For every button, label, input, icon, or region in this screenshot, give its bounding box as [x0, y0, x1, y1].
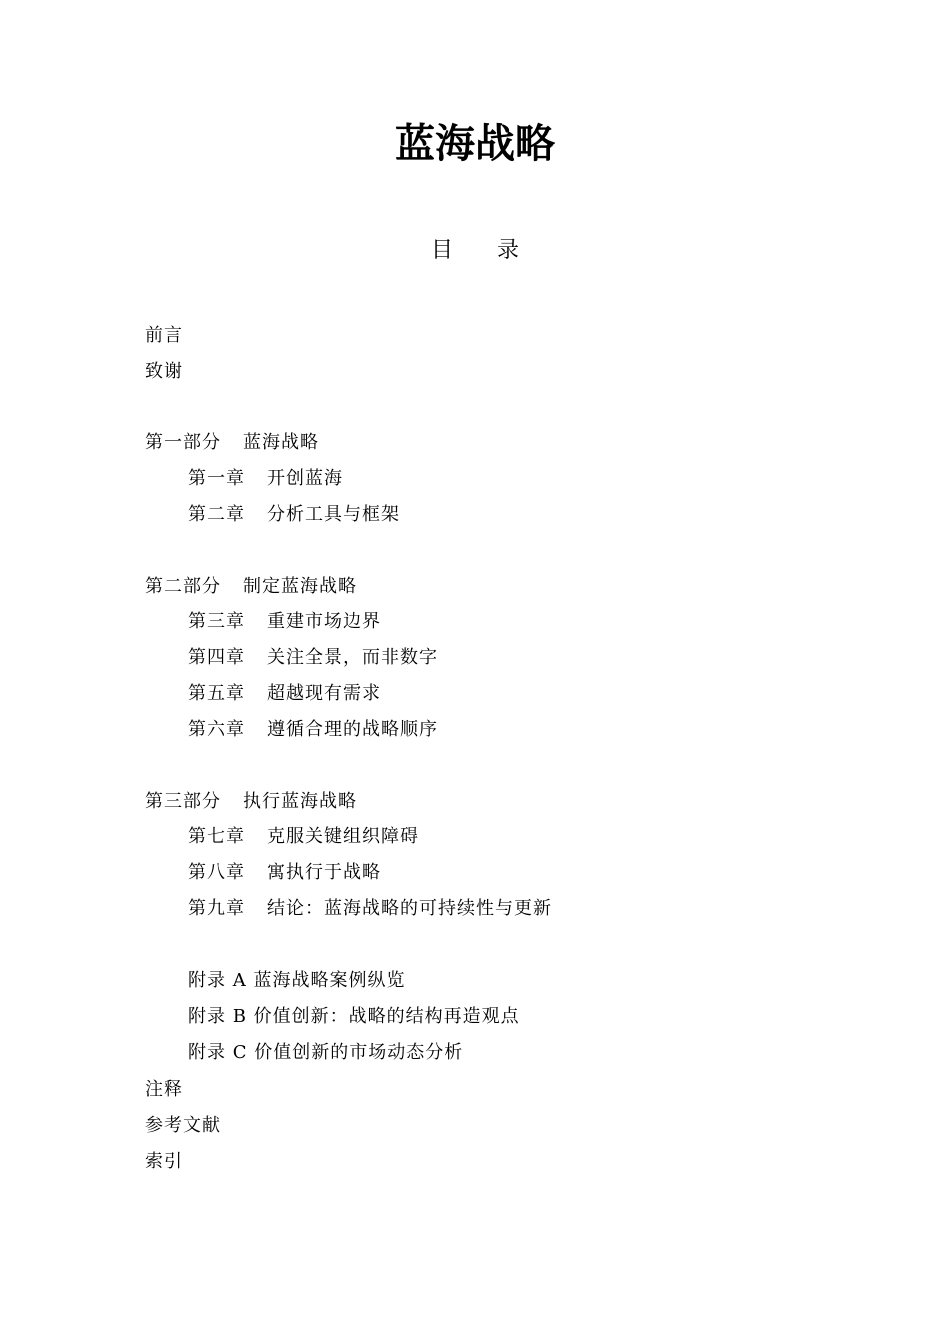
- toc-chapter-3[interactable]: [188, 609, 381, 635]
- chapter-label: 第八章: [188, 862, 245, 883]
- chapter-label: 第九章: [188, 898, 245, 919]
- chapter-title: 开创蓝海: [267, 468, 343, 489]
- chapter-title: 克服关键组织障碍: [267, 826, 419, 847]
- chapter-label: 第六章: [188, 719, 245, 740]
- part-title: 执行蓝海战略: [243, 791, 357, 812]
- chapter-label: 第一章: [188, 468, 245, 489]
- chapter-title: 结论：蓝海战略的可持续性与更新: [267, 898, 552, 919]
- toc-entry-references[interactable]: 参考文献: [145, 1115, 221, 1136]
- part-title: 制定蓝海战略: [243, 576, 357, 597]
- toc-chapter-8[interactable]: [188, 860, 381, 886]
- toc-appendix-a[interactable]: 附录 A 蓝海战略案例纵览: [188, 970, 406, 991]
- toc-part-3[interactable]: [145, 789, 357, 815]
- chapter-label: 第五章: [188, 683, 245, 704]
- toc-appendix-b[interactable]: 附录 B 价值创新：战略的结构再造观点: [188, 1006, 520, 1027]
- chapter-label: 第二章: [188, 504, 245, 525]
- part-label: 第一部分: [145, 432, 221, 453]
- toc-chapter-5[interactable]: [188, 681, 381, 707]
- chapter-label: 第四章: [188, 647, 245, 668]
- toc-chapter-2[interactable]: [188, 502, 400, 528]
- chapter-title: 重建市场边界: [267, 611, 381, 632]
- toc-chapter-9[interactable]: [188, 896, 552, 922]
- toc-heading: 目录: [430, 238, 563, 263]
- toc-chapter-6[interactable]: [188, 717, 438, 743]
- chapter-title: 寓执行于战略: [267, 862, 381, 883]
- chapter-label: 第三章: [188, 611, 245, 632]
- toc-chapter-7[interactable]: [188, 824, 419, 850]
- toc-entry-preface[interactable]: 前言: [145, 325, 183, 346]
- toc-part-1[interactable]: [145, 430, 319, 456]
- chapter-title: 分析工具与框架: [267, 504, 400, 525]
- chapter-title: 超越现有需求: [267, 683, 381, 704]
- toc-part-2[interactable]: [145, 574, 357, 600]
- chapter-title: 遵循合理的战略顺序: [267, 719, 438, 740]
- chapter-label: 第七章: [188, 826, 245, 847]
- book-title: 蓝海战略: [395, 121, 555, 167]
- toc-entry-index[interactable]: 索引: [145, 1151, 183, 1172]
- part-label: 第二部分: [145, 576, 221, 597]
- toc-chapter-4[interactable]: [188, 645, 438, 671]
- part-label: 第三部分: [145, 791, 221, 812]
- toc-entry-acknowledgements[interactable]: 致谢: [145, 361, 183, 382]
- toc-entry-notes[interactable]: 注释: [145, 1079, 183, 1100]
- toc-chapter-1[interactable]: [188, 466, 343, 492]
- toc-appendix-c[interactable]: 附录 C 价值创新的市场动态分析: [188, 1042, 464, 1063]
- part-title: 蓝海战略: [243, 432, 319, 453]
- chapter-title: 关注全景，而非数字: [267, 647, 438, 668]
